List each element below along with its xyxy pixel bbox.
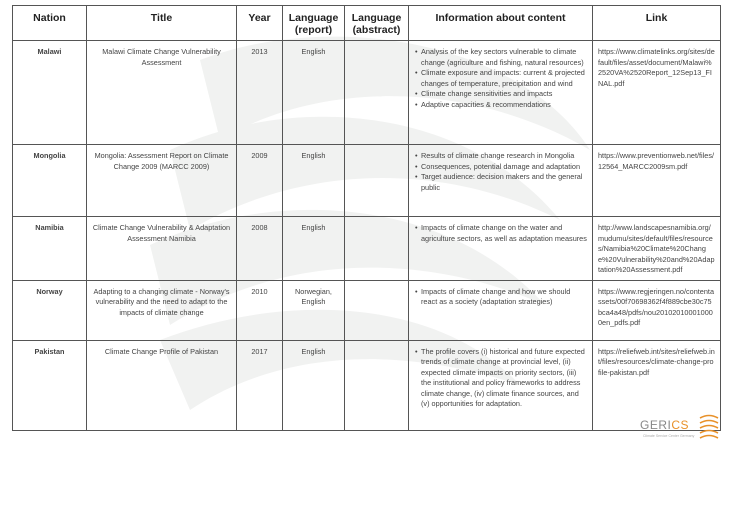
header-nation: Nation: [13, 6, 87, 41]
information-bullet: • Analysis of the key sectors vulnerable to climate change (agriculture and fishing, natural resources): [421, 47, 587, 68]
table-header-row: [13, 6, 721, 41]
lang-report-cell: English: [283, 41, 345, 145]
title-cell: Adapting to a changing climate - Norway's vulnerability and the need to adapt to the impacts of climate change: [87, 280, 237, 340]
year-cell: 2008: [237, 217, 283, 281]
lang-abstract-cell: [345, 145, 409, 217]
link-cell[interactable]: https://www.regjeringen.no/contentassets/00f70698362f4f889cbe30c75bca4a48/pdfs/nou201020100010000en_pdfs.pdf: [593, 280, 721, 340]
table-row: [13, 217, 721, 281]
climate-reports-table: [12, 5, 721, 431]
title-cell: Malawi Climate Change Vulnerability Assessment: [87, 41, 237, 145]
table-row: [13, 340, 721, 430]
nation-cell: Norway: [13, 280, 87, 340]
year-cell: 2010: [237, 280, 283, 340]
lang-report-cell: English: [283, 340, 345, 430]
header-title: Title: [87, 6, 237, 41]
information-bullet: • Impacts of climate change and how we should react as a society (adaptation strategies): [421, 287, 587, 308]
title-cell: Mongolia: Assessment Report on Climate Change 2009 (MARCC 2009): [87, 145, 237, 217]
information-list: [414, 47, 587, 110]
nation-cell: Malawi: [13, 41, 87, 145]
title-cell: Climate Change Profile of Pakistan: [87, 340, 237, 430]
information-bullet: • Adaptive capacities & recommendations: [421, 100, 587, 111]
information-list: [414, 223, 587, 244]
title-cell: Climate Change Vulnerability & Adaptation Assessment Namibia: [87, 217, 237, 281]
link-cell[interactable]: https://www.preventionweb.net/files/12564_MARCC2009sm.pdf: [593, 145, 721, 217]
information-list: [414, 151, 587, 193]
lang-abstract-cell: [345, 340, 409, 430]
lang-report-cell: Norwegian, English: [283, 280, 345, 340]
table-row: [13, 280, 721, 340]
year-cell: 2009: [237, 145, 283, 217]
header-information: Information about content: [409, 6, 593, 41]
lang-report-cell: English: [283, 217, 345, 281]
header-year: Year: [237, 6, 283, 41]
information-bullet: • The profile covers (i) historical and future expected trends of climate change at provincial level, (ii) expected climate impacts on priority sectors, (iii) the institutional and policy frameworks to address climate change, (iv) climate finance sources, and (v) opportunities for adaptation.: [421, 347, 587, 410]
logo-wave-icon: [698, 412, 720, 442]
header-link: Link: [593, 6, 721, 41]
information-bullet: • Impacts of climate change on the water and agriculture sectors, as well as adaptation measures: [421, 223, 587, 244]
header-language-report: Language (report): [283, 6, 345, 41]
logo-subtitle: Climate Service Center Germany: [643, 434, 695, 438]
information-cell: [409, 217, 593, 281]
lang-abstract-cell: [345, 217, 409, 281]
information-bullet: • Target audience: decision makers and the general public: [421, 172, 587, 193]
link-cell[interactable]: https://www.climatelinks.org/sites/default/files/asset/document/Malawi%2520VA%2520Report_12Sep13_FINAL.pdf: [593, 41, 721, 145]
information-cell: [409, 145, 593, 217]
information-cell: [409, 340, 593, 430]
table-row: [13, 145, 721, 217]
table-row: [13, 41, 721, 145]
nation-cell: Mongolia: [13, 145, 87, 217]
lang-abstract-cell: [345, 280, 409, 340]
link-cell[interactable]: http://www.landscapesnamibia.org/mudumu/sites/default/files/resources/Namibia%20Climate%20Change%20Vulnerability%20and%20Adaptation%20Assessment.pdf: [593, 217, 721, 281]
link-cell[interactable]: https://reliefweb.int/sites/reliefweb.int/files/resources/climate-change-profile-pakistan.pdf: [593, 340, 721, 430]
information-list: [414, 347, 587, 410]
information-bullet: • Results of climate change research in Mongolia: [421, 151, 587, 162]
information-cell: [409, 41, 593, 145]
information-bullet: • Consequences, potential damage and adaptation: [421, 162, 587, 173]
gerics-logo: [640, 412, 720, 446]
information-cell: [409, 280, 593, 340]
nation-cell: Pakistan: [13, 340, 87, 430]
information-list: [414, 287, 587, 308]
information-bullet: • Climate change sensitivities and impacts: [421, 89, 587, 100]
nation-cell: Namibia: [13, 217, 87, 281]
logo-text: GERICS: [640, 418, 690, 432]
header-language-abstract: Language (abstract): [345, 6, 409, 41]
information-bullet: • Climate exposure and impacts: current & projected changes of temperature, precipitation and wind: [421, 68, 587, 89]
lang-abstract-cell: [345, 41, 409, 145]
lang-report-cell: English: [283, 145, 345, 217]
year-cell: 2017: [237, 340, 283, 430]
year-cell: 2013: [237, 41, 283, 145]
